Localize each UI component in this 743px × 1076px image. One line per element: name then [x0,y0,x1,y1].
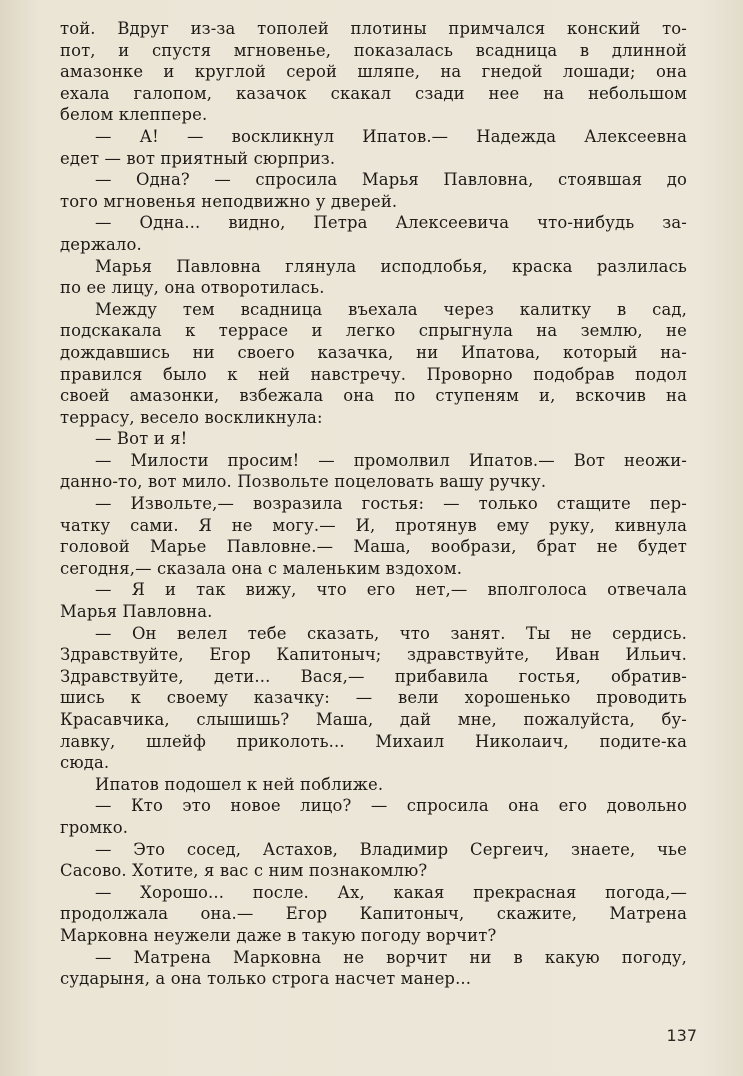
text-line: того мгновенья неподвижно у дверей. [60,191,398,211]
text-line: — Кто это новое лицо? — спросила она его довольно [95,796,687,816]
text-line: головой Марье Павловне.— Маша, вообрази, брат не будет [60,537,687,557]
page-number: 137 [666,1026,697,1045]
text-line: пот, и спустя мгновенье, показалась всадница в длинной [60,40,687,60]
text-line: продолжала она.— Егор Капитоныч, скажите, Матрена [60,904,687,924]
text-line: дождавшись ни своего казачка, ни Ипатова, который на- [60,342,687,362]
text-line: — Матрена Марковна не ворчит ни в какую погоду, [95,947,687,967]
text-line: ехала галопом, казачок скакал сзади нее на небольшом [60,83,687,103]
text-line: — Вот и я! [95,429,188,449]
text-line: — Хорошо... после. Ах, какая прекрасная погода,— [95,882,687,902]
text-line: лавку, шлейф приколоть... Михаил Николаич, подите-ка [60,731,687,751]
text-line: — Это сосед, Астахов, Владимир Сергеич, знаете, чье [95,839,687,859]
text-line: — А! — воскликнул Ипатов.— Надежда Алексеевна [95,126,687,146]
text-line: Красавчика, слышишь? Маша, дай мне, пожалуйста, бу- [60,710,687,729]
page-body-text [60,18,687,990]
text-line: — Извольте,— возразила гостья: — только стащите пер- [95,494,687,514]
text-line: Ипатов подошел к ней поближе. [95,774,384,794]
text-line: едет — вот приятный сюрприз. [60,148,336,168]
text-line: — Одна? — спросила Марья Павловна, стоявшая до [95,170,687,190]
text-line: Марья Павловна. [60,602,213,622]
text-line: громко. [60,817,129,837]
text-line: — Он велел тебе сказать, что занят. Ты не сердись. [95,623,687,643]
text-line: Здравствуйте, Егор Капитоныч; здравствуйте, Иван Ильич. [60,645,687,665]
text-line: сегодня,— сказала она с маленьким вздохом. [60,558,463,578]
text-line: чатку сами. Я не могу.— И, протянув ему руку, кивнула [60,515,687,535]
text-line: своей амазонки, взбежала она по ступеням и, вскочив на [60,386,687,406]
text-line: Сасово. Хотите, я вас с ним познакомлю? [60,861,428,881]
text-line: шись к своему казачку: — вели хорошенько проводить [60,688,687,708]
text-line: сударыня, а она только строга насчет манер... [60,969,472,989]
text-line: правился было к ней навстречу. Проворно подобрав подол [60,364,687,384]
text-line: сюда. [60,753,110,773]
text-line: — Одна... видно, Петра Алексеевича что-нибудь за- [95,213,687,233]
text-line: Марья Павловна глянула исподлобья, краска разлилась [95,256,687,276]
text-line: держало. [60,234,142,254]
text-line: — Я и так вижу, что его нет,— вполголоса отвечала [95,580,687,600]
text-line: той. Вдруг из-за тополей плотины примчался конский то- [60,19,687,38]
text-line: амазонке и круглой серой шляпе, на гнедой лошади; она [60,62,687,82]
text-line: Между тем всадница въехала через калитку в сад, [95,299,687,319]
text-line: данно-то, вот мило. Позвольте поцеловать вашу ручку. [60,472,547,492]
text-line: террасу, весело воскликнула: [60,407,323,427]
text-line: белом клеппере. [60,105,208,125]
text-line: Марковна неужели даже в такую погоду ворчит? [60,925,497,945]
text-line: по ее лицу, она отворотилась. [60,278,325,298]
text-line: Здравствуйте, дети... Вася,— прибавила гостья, обратив- [60,666,687,686]
text-line: — Милости просим! — промолвил Ипатов.— Вот неожи- [95,450,687,470]
text-line: подскакала к террасе и легко спрыгнула на землю, не [60,321,687,341]
